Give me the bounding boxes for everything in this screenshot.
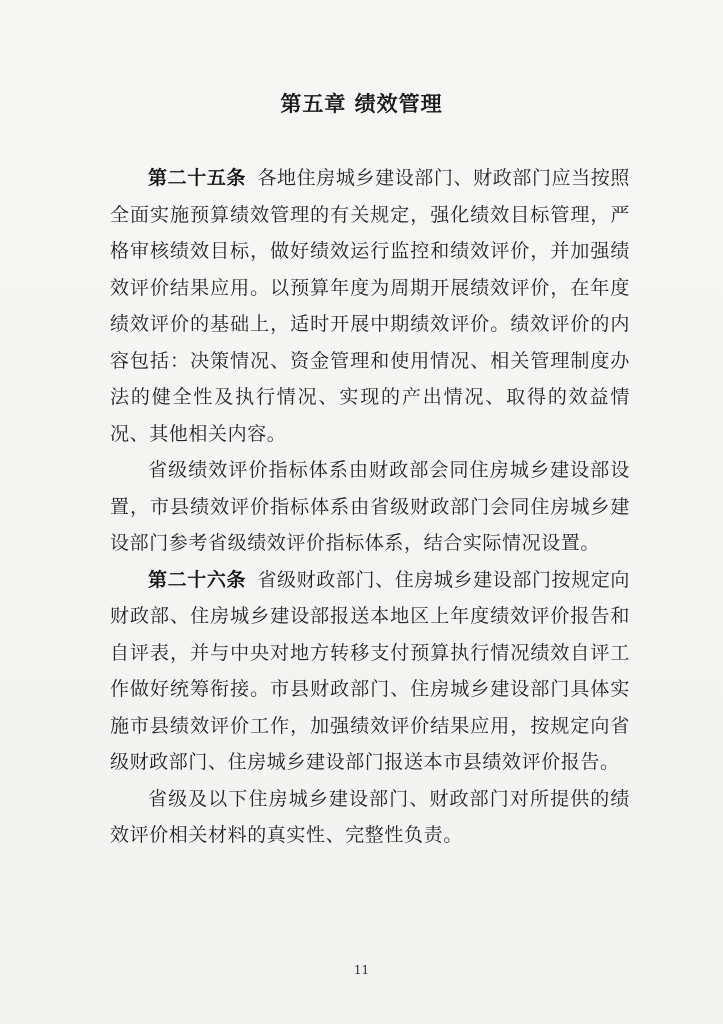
paragraph-text: 各地住房城乡建设部门、财政部门应当按照全面实施预算绩效管理的有关规定，强化绩效目标管理，严格审核绩效目标，做好绩效运行监控和绩效评价，并加强绩效评价结果应用。以预算年度为周期开展绩效评价，在年度绩效评价的基础上，适时开展中期绩效评价。绩效评价的内容包括：决策情况、资金管理和使用情况、相关管理制度办法的健全性及执行情况、实现的产出情况、取得的效益情况、其他相关内容。 [110, 167, 630, 445]
paragraph-article-26 [110, 562, 630, 781]
paragraph-responsibility [110, 781, 630, 854]
paragraph-text: 省级绩效评价指标体系由财政部会同住房城乡建设部设置，市县绩效评价指标体系由省级财政部门会同住房城乡建设部门参考省级绩效评价指标体系，结合实际情况设置。 [110, 459, 630, 554]
paragraph-indicator-system [110, 452, 630, 562]
page-number: 11 [353, 963, 370, 977]
document-body [110, 160, 630, 854]
article-number: 第二十六条 [148, 568, 247, 591]
chapter-title: 第五章 绩效管理 [280, 92, 443, 116]
article-number: 第二十五条 [148, 167, 247, 189]
paragraph-text: 省级及以下住房城乡建设部门、财政部门对所提供的绩效评价相关材料的真实性、完整性负责。 [110, 787, 630, 846]
paragraph-article-25 [110, 160, 630, 452]
paragraph-text: 省级财政部门、住房城乡建设部门按规定向财政部、住房城乡建设部报送本地区上年度绩效评价报告和自评表，并与中央对地方转移支付预算执行情况绩效自评工作做好统筹衔接。市县财政部门、住房城乡建设部门具体实施市县绩效评价工作，加强绩效评价结果应用，按规定向省级财政部门、住房城乡建设部门报送本市县绩效评价报告。 [110, 568, 630, 773]
